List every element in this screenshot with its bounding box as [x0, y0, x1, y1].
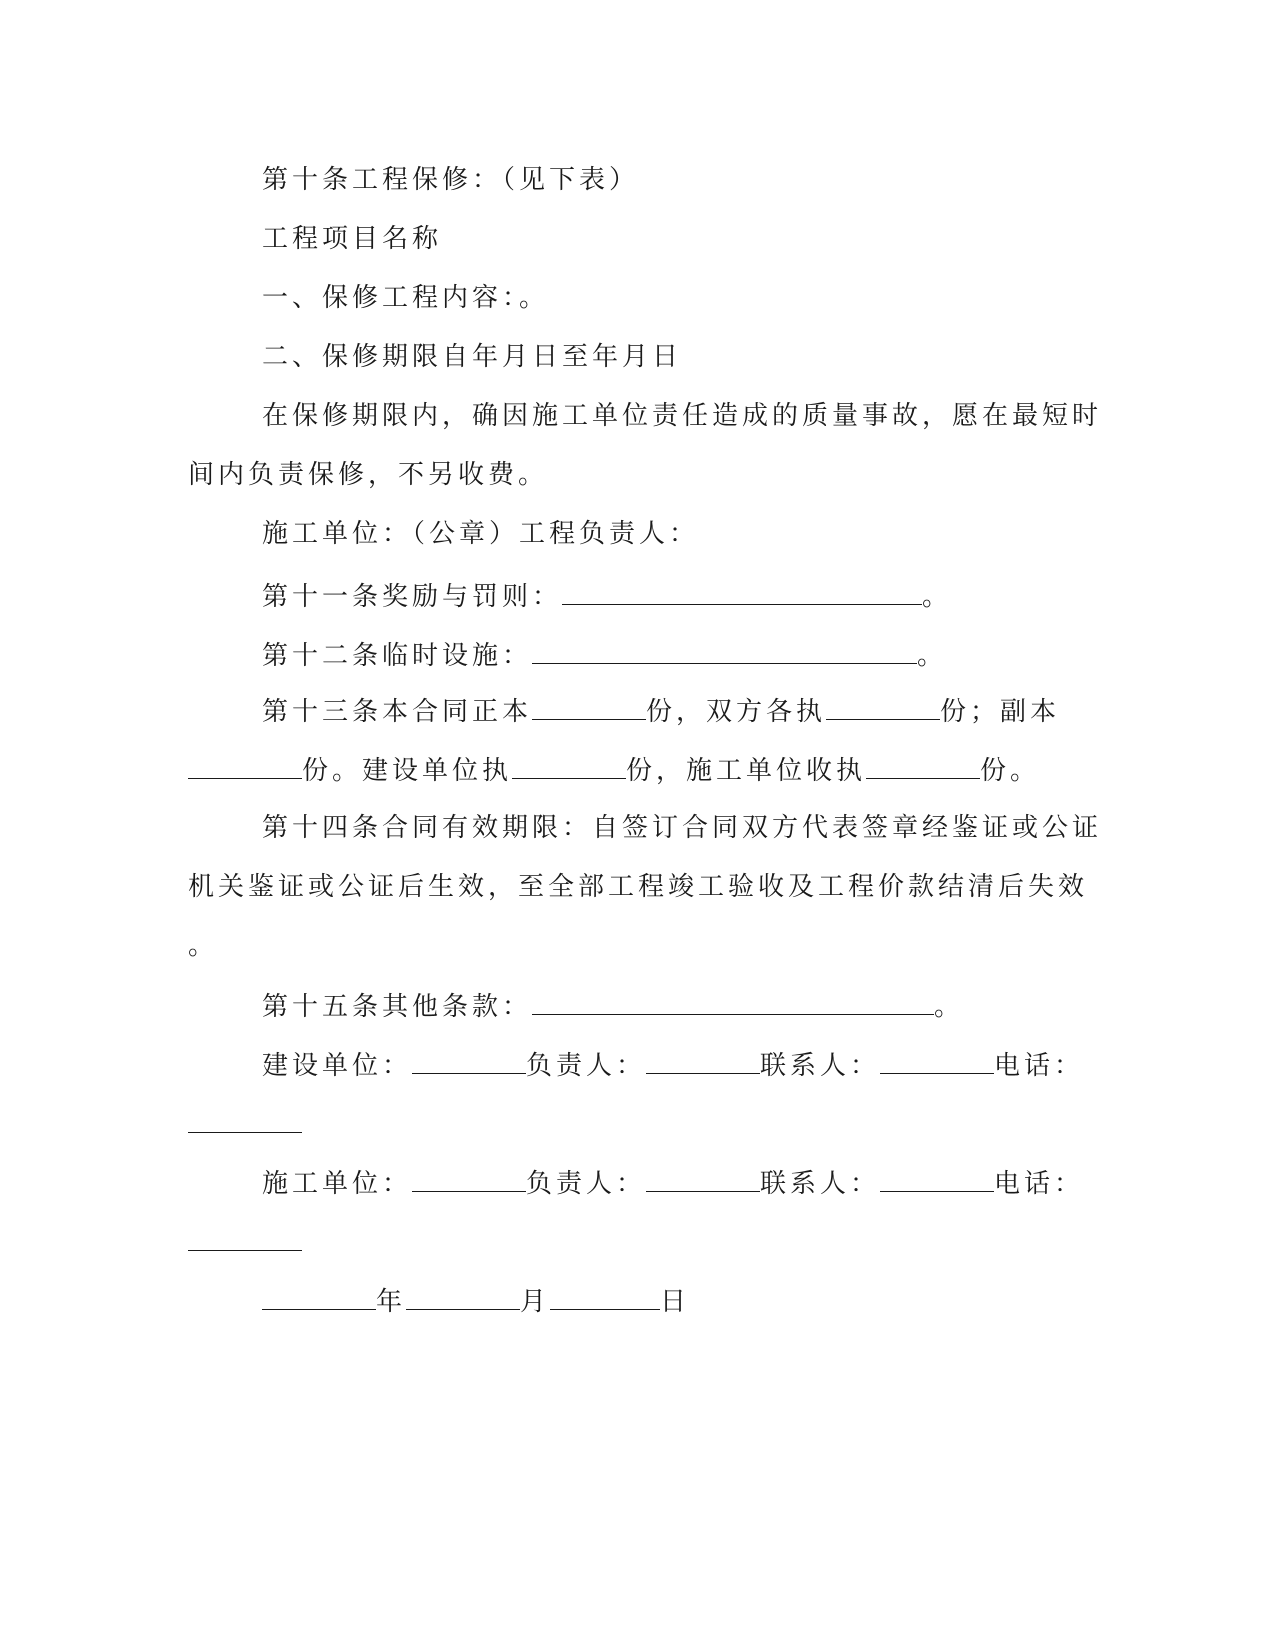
each-party-copies-blank — [826, 693, 940, 720]
warranty-paragraph-line-2: 间内负责保修，不另收费。 — [188, 460, 549, 490]
date-line — [262, 1283, 690, 1319]
clause-15-label: 第十五条其他条款： — [262, 992, 533, 1022]
project-name-label: 工程项目名称 — [262, 224, 443, 254]
owner-manager-blank — [646, 1047, 760, 1074]
contractor-label: 施工单位： — [262, 1169, 413, 1199]
month-blank — [406, 1283, 520, 1310]
manager-label: 负责人： — [526, 1169, 647, 1199]
clause-11 — [262, 578, 952, 614]
clause-14-line-2: 机关鉴证或公证后生效，至全部工程竣工验收及工程价款结清后失效 — [188, 872, 1089, 902]
period-mark: 。 — [922, 582, 953, 612]
clause-12-blank — [532, 637, 917, 664]
phone-label: 电话： — [994, 1169, 1085, 1199]
clause-12-label: 第十二条临时设施： — [262, 641, 533, 671]
clause-15 — [262, 988, 964, 1024]
contractor-phone-blank — [188, 1224, 302, 1251]
phone-label: 电话： — [994, 1051, 1085, 1081]
clause-13-part-2: 份，双方各执 — [646, 697, 827, 727]
clause-13-part-1: 第十三条本合同正本 — [262, 697, 533, 727]
clause-10-title: 第十条工程保修：（见下表） — [262, 165, 640, 195]
clause-15-blank — [532, 988, 934, 1015]
contractor-copies-blank — [866, 752, 980, 779]
owner-signature-line — [262, 1047, 1084, 1083]
duplicate-copies-blank — [188, 752, 302, 779]
clause-13-part-3: 份；副本 — [940, 697, 1061, 727]
clause-11-blank — [562, 578, 922, 605]
owner-phone-blank — [188, 1106, 302, 1133]
contact-label: 联系人： — [760, 1051, 881, 1081]
clause-13-line-1 — [262, 693, 1060, 729]
clause-12 — [262, 637, 947, 673]
copies-unit: 份。 — [980, 756, 1041, 786]
contractor-seal-line: 施工单位：（公章）工程负责人： — [262, 519, 700, 549]
manager-label: 负责人： — [526, 1051, 647, 1081]
clause-14-line-1: 第十四条合同有效期限：自签订合同双方代表签章经鉴证或公证 — [262, 813, 1103, 843]
day-label: 日 — [660, 1287, 691, 1317]
year-blank — [262, 1283, 376, 1310]
clause-13-part-4: 份。建设单位执 — [302, 756, 513, 786]
original-copies-blank — [532, 693, 646, 720]
contractor-name-blank — [412, 1165, 526, 1192]
contractor-signature-line — [262, 1165, 1084, 1201]
owner-copies-blank — [512, 752, 626, 779]
clause-13-part-5: 份，施工单位收执 — [626, 756, 867, 786]
clause-14-line-3: 。 — [188, 931, 219, 961]
warranty-content: 一、保修工程内容：。 — [262, 283, 550, 313]
owner-contact-blank — [880, 1047, 994, 1074]
owner-name-blank — [412, 1047, 526, 1074]
day-blank — [550, 1283, 660, 1310]
clause-11-label: 第十一条奖励与罚则： — [262, 582, 563, 612]
period-mark: 。 — [917, 641, 948, 671]
contractor-manager-blank — [646, 1165, 760, 1192]
period-mark: 。 — [934, 992, 965, 1022]
warranty-period: 二、保修期限自年月日至年月日 — [262, 342, 683, 372]
contact-label: 联系人： — [760, 1169, 881, 1199]
contractor-phone-line — [188, 1224, 302, 1260]
contractor-contact-blank — [880, 1165, 994, 1192]
clause-13-line-2 — [188, 752, 1040, 788]
month-label: 月 — [520, 1287, 551, 1317]
warranty-paragraph-line-1: 在保修期限内，确因施工单位责任造成的质量事故，愿在最短时 — [262, 401, 1103, 431]
year-label: 年 — [376, 1287, 407, 1317]
owner-phone-line — [188, 1106, 302, 1142]
owner-label: 建设单位： — [262, 1051, 413, 1081]
